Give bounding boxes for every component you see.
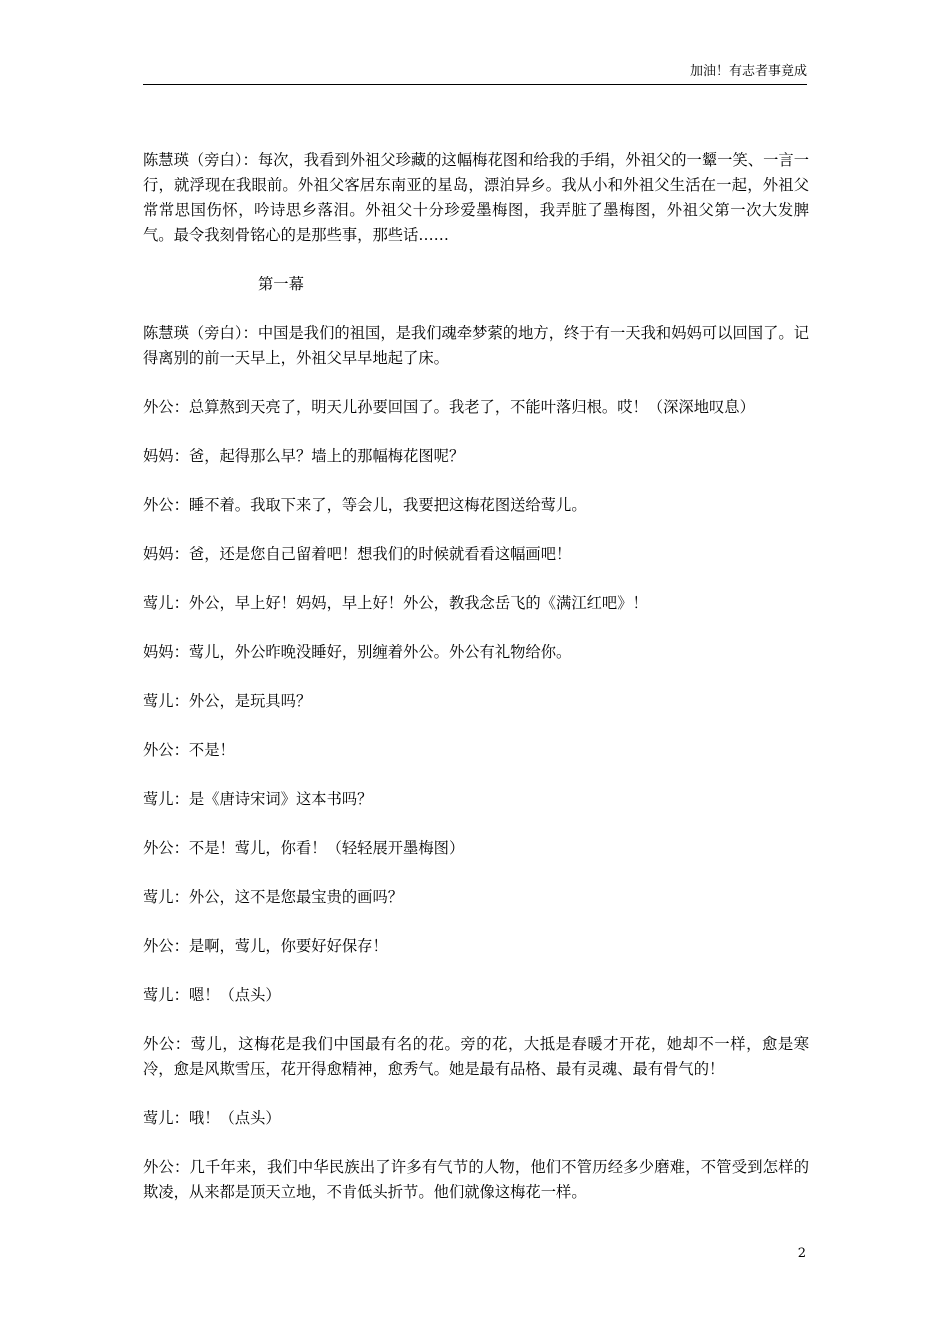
dialogue-line: 莺儿：是《唐诗宋词》这本书吗？	[143, 790, 373, 808]
dialogue-line: 外公：是啊，莺儿，你要好好保存！	[143, 937, 388, 955]
intro-narration: 陈慧瑛（旁白）：每次，我看到外祖父珍藏的这幅梅花图和给我的手绢，外祖父的一颦一笑、一言一行，就浮现在我眼前。外祖父客居东南亚的星岛，漂泊异乡。我从小和外祖父生活在一起，外祖父常常思国伤怀，吟诗思乡落泪。外祖父十分珍爱墨梅图，我弄脏了墨梅图，外祖父第一次大发脾气。最令我刻骨铭心的是那些事，那些话……	[143, 151, 809, 244]
header-text: 加油！有志者事竟成	[689, 64, 807, 79]
dialogue-line: 外公：莺儿，这梅花是我们中国最有名的花。旁的花，大抵是春暖才开花，她却不一样，愈是寒冷，愈是风欺雪压，花开得愈精神，愈秀气。她是最有品格、最有灵魂、最有骨气的！	[143, 1035, 809, 1078]
page-header	[143, 64, 807, 85]
dialogue-line: 莺儿：哦！（点头）	[143, 1109, 281, 1127]
dialogue-line: 莺儿：外公，这不是您最宝贵的画吗？	[143, 888, 404, 906]
dialogue-line: 外公：不是！莺儿，你看！（轻轻展开墨梅图）	[143, 839, 465, 857]
page-number: 2	[797, 1246, 806, 1261]
dialogue-line: 外公：总算熬到天亮了，明天儿孙要回国了。我老了，不能叶落归根。哎！（深深地叹息）	[143, 398, 755, 416]
dialogue-line: 外公：睡不着。我取下来了，等会儿，我要把这梅花图送给莺儿。	[143, 496, 587, 514]
dialogue-line: 莺儿：外公，早上好！妈妈，早上好！外公，教我念岳飞的《满江红吧》！	[143, 594, 648, 612]
dialogue-line: 妈妈：爸，起得那么早？墙上的那幅梅花图呢？	[143, 447, 465, 465]
dialogue-line: 外公：不是！	[143, 741, 235, 759]
dialogue-line: 莺儿：外公，是玩具吗？	[143, 692, 312, 710]
act-title: 第一幕	[258, 275, 304, 293]
dialogue-line: 妈妈：爸，还是您自己留着吧！想我们的时候就看看这幅画吧！	[143, 545, 572, 563]
dialogue-line: 莺儿：嗯！（点头）	[143, 986, 281, 1004]
dialogue-line: 陈慧瑛（旁白）：中国是我们的祖国，是我们魂牵梦萦的地方，终于有一天我和妈妈可以回国了。记得离别的前一天早上，外祖父早早地起了床。	[143, 324, 809, 367]
dialogue-line: 外公：几千年来，我们中华民族出了许多有气节的人物，他们不管历经多少磨难，不管受到怎样的欺凌，从来都是顶天立地，不肯低头折节。他们就像这梅花一样。	[143, 1158, 809, 1201]
document-body	[143, 148, 809, 1229]
dialogue-line: 妈妈：莺儿，外公昨晚没睡好，别缠着外公。外公有礼物给你。	[143, 643, 572, 661]
